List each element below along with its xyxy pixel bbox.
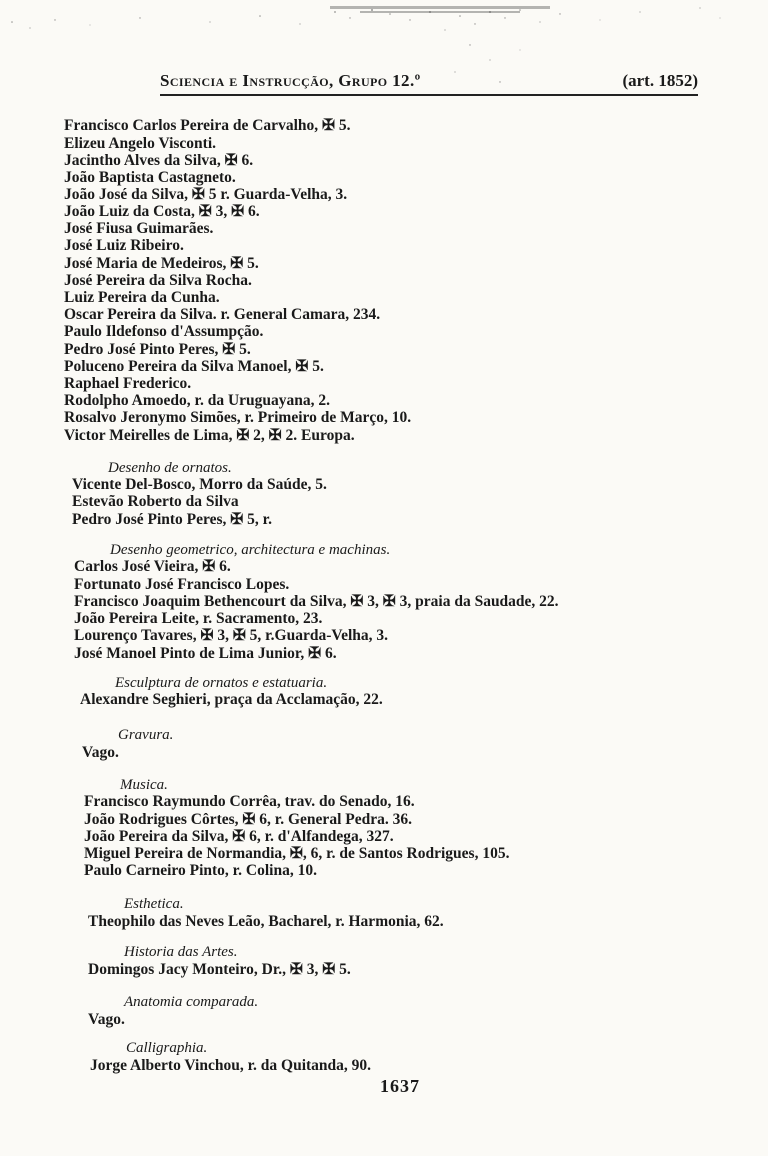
- entry-line: João José da Silva, ✠ 5 r. Guarda-Velha, 3.: [64, 186, 348, 203]
- header-article: (art. 1852): [622, 71, 698, 90]
- entry-line: Elizeu Angelo Visconti.: [64, 135, 216, 152]
- entry-line: José Fiusa Guimarães.: [64, 220, 214, 237]
- entry-line: Francisco Joaquim Bethencourt da Silva, ✠ 3, ✠ 3, praia da Saudade, 22.: [74, 593, 559, 610]
- entry-line: João Baptista Castagneto.: [64, 169, 236, 186]
- entry-line: João Pereira Leite, r. Sacramento, 23.: [74, 610, 323, 627]
- entry-line: Pedro José Pinto Peres, ✠ 5.: [64, 341, 251, 358]
- section-heading: Anatomia comparada.: [124, 994, 259, 1010]
- entry-line: Jorge Alberto Vinchou, r. da Quitanda, 90.: [90, 1057, 372, 1074]
- entry-line: Vicente Del-Bosco, Morro da Saúde, 5.: [72, 476, 327, 493]
- section-heading: Esthetica.: [124, 896, 184, 912]
- entry-line: Vago.: [88, 1011, 125, 1028]
- entry-line: Rosalvo Jeronymo Simões, r. Primeiro de Março, 10.: [64, 409, 412, 426]
- entry-line: Alexandre Seghieri, praça da Acclamação, 22.: [80, 691, 383, 708]
- entry-line: João Rodrigues Côrtes, ✠ 6, r. General Pedra. 36.: [84, 811, 412, 828]
- section-heading: Calligraphia.: [126, 1040, 208, 1056]
- entry-line: Miguel Pereira de Normandia, ✠, 6, r. de Santos Rodrigues, 105.: [84, 845, 510, 862]
- entry-line: Vago.: [82, 744, 119, 761]
- entry-line: José Maria de Medeiros, ✠ 5.: [64, 255, 259, 272]
- entry-line: Jacintho Alves da Silva, ✠ 6.: [64, 152, 254, 169]
- entry-line: Domingos Jacy Monteiro, Dr., ✠ 3, ✠ 5.: [88, 961, 351, 978]
- entry-line: Pedro José Pinto Peres, ✠ 5, r.: [72, 511, 272, 528]
- entry-line: Lourenço Tavares, ✠ 3, ✠ 5, r.Guarda-Velha, 3.: [74, 627, 389, 644]
- entry-line: José Luiz Ribeiro.: [64, 237, 184, 254]
- entry-line: Luiz Pereira da Cunha.: [64, 289, 220, 306]
- entry-line: João Luiz da Costa, ✠ 3, ✠ 6.: [64, 203, 260, 220]
- entry-line: Victor Meirelles de Lima, ✠ 2, ✠ 2. Europa.: [64, 427, 355, 444]
- entry-line: Estevão Roberto da Silva: [72, 493, 239, 510]
- entry-line: Rodolpho Amoedo, r. da Uruguayana, 2.: [64, 392, 330, 409]
- section-heading: Esculptura de ornatos e estatuaria.: [115, 675, 328, 691]
- entry-line: Paulo Carneiro Pinto, r. Colina, 10.: [84, 862, 317, 879]
- entry-line: Francisco Carlos Pereira de Carvalho, ✠ 5.: [64, 117, 351, 134]
- section-heading: Desenho geometrico, architectura e machinas.: [110, 542, 391, 558]
- page-number: 1637: [380, 1076, 420, 1096]
- print-speckle: [0, 0, 768, 120]
- header-title: Sciencia e Instrucção, Grupo 12.º: [160, 71, 421, 90]
- section-heading: Desenho de ornatos.: [108, 460, 232, 476]
- entry-line: José Pereira da Silva Rocha.: [64, 272, 252, 289]
- entry-line: Paulo Ildefonso d'Assumpção.: [64, 323, 264, 340]
- entry-line: Poluceno Pereira da Silva Manoel, ✠ 5.: [64, 358, 324, 375]
- section-heading: Gravura.: [118, 727, 174, 743]
- section-heading: Historia das Artes.: [124, 944, 238, 960]
- entry-line: Fortunato José Francisco Lopes.: [74, 576, 290, 593]
- entry-line: José Manoel Pinto de Lima Junior, ✠ 6.: [74, 645, 337, 662]
- entry-line: Theophilo das Neves Leão, Bacharel, r. Harmonia, 62.: [88, 913, 444, 930]
- entry-line: Raphael Frederico.: [64, 375, 192, 392]
- entry-line: Oscar Pereira da Silva. r. General Camara, 234.: [64, 306, 381, 323]
- entry-line: Carlos José Vieira, ✠ 6.: [74, 558, 231, 575]
- section-heading: Musica.: [120, 777, 168, 793]
- entry-line: Francisco Raymundo Corrêa, trav. do Senado, 16.: [84, 793, 415, 810]
- entry-line: João Pereira da Silva, ✠ 6, r. d'Alfandega, 327.: [84, 828, 394, 845]
- running-header: [160, 68, 698, 96]
